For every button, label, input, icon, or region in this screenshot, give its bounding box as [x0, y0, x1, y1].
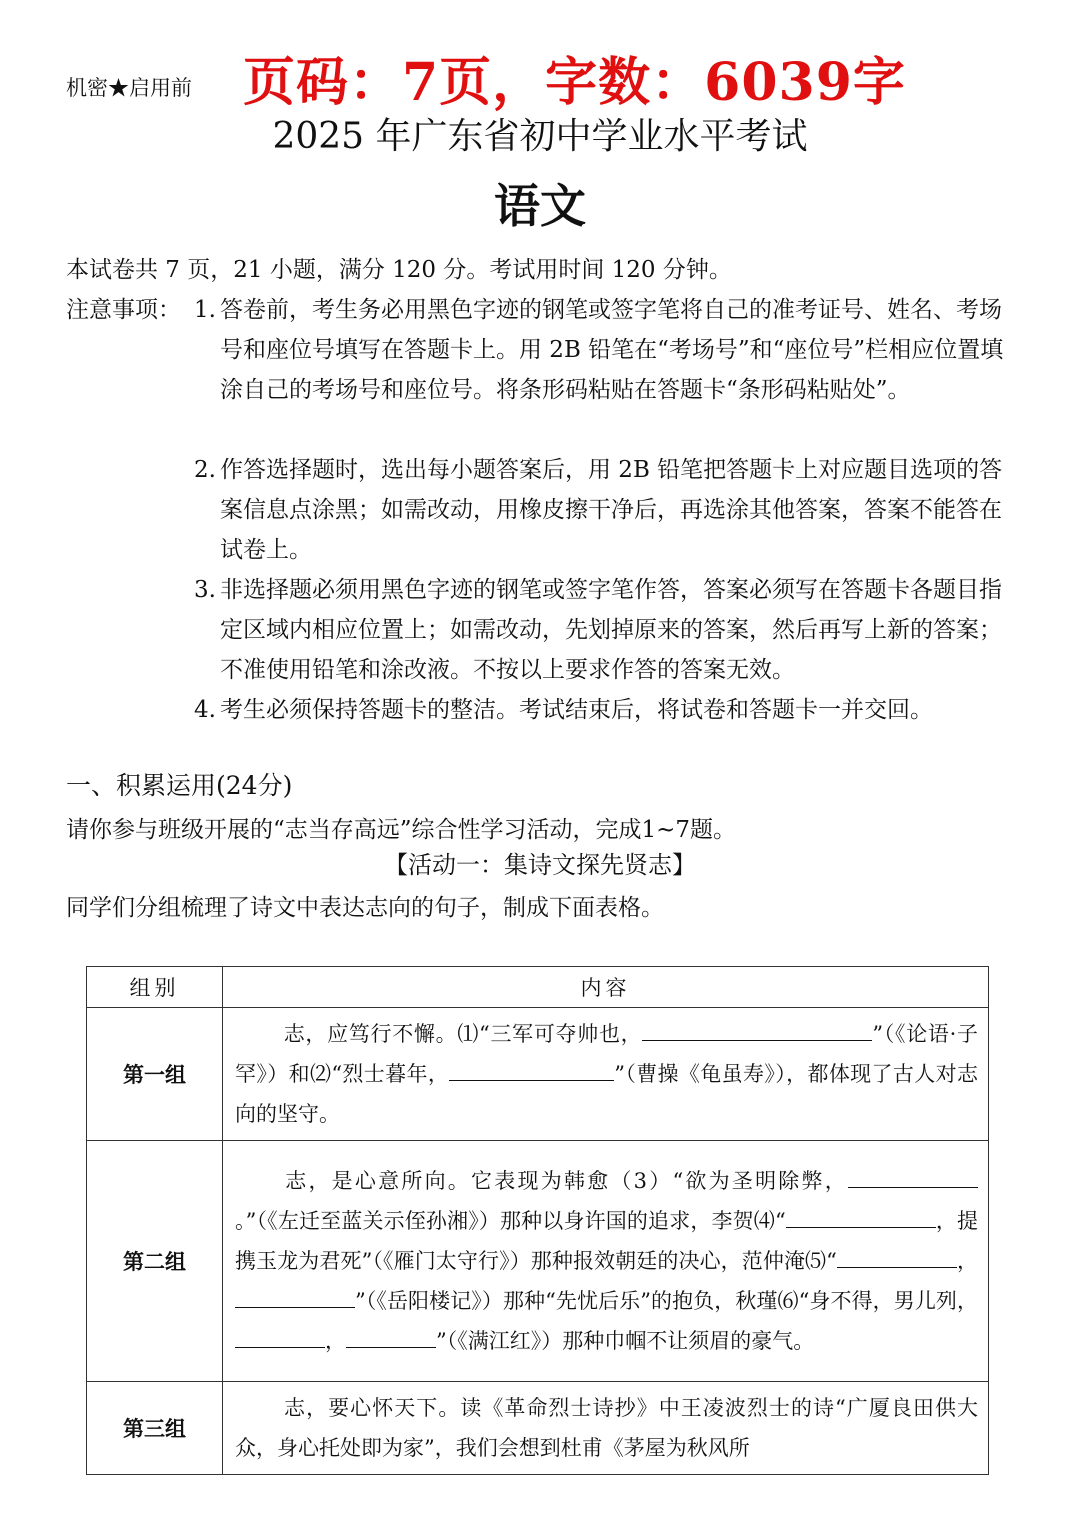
table-row [87, 1008, 989, 1141]
section-intro: 请你参与班级开展的“志当存高远”综合性学习活动，完成1~7题。 [66, 817, 737, 843]
answer-blank[interactable] [235, 1287, 355, 1308]
note-text: 答卷前，考生务必用黑色字迹的钢笔或签字笔将自己的准考证号、姓名、考场号和座位号填写在答题卡上。用 2B 铅笔在“考场号”和“座位号”栏相应位置填涂自己的考场号和座位号。将条形码粘贴在答题卡“条形码粘贴处”。 [220, 297, 1004, 403]
row-text: ”（《论语·子罕》）和⑵“烈士暮年， [235, 1022, 978, 1086]
table-header-row [87, 967, 989, 1008]
note-number: 1. [194, 297, 216, 323]
row-content [223, 1008, 989, 1141]
row-text: ”（《岳阳楼记》）那种“先忧后乐”的抱负，秋瑾⑹“身不得，男儿列， [355, 1289, 978, 1313]
exam-intro: 本试卷共 7 页，21 小题，满分 120 分。考试用时间 120 分钟。 [66, 257, 732, 283]
group-label: 第一组 [87, 1008, 223, 1141]
answer-blank[interactable] [786, 1207, 936, 1228]
header-group: 组别 [87, 967, 223, 1008]
note-number: 2. [194, 457, 216, 483]
note-number: 3. [194, 577, 216, 603]
group-label: 第三组 [87, 1382, 223, 1475]
row-text: 志，是心意所向。它表现为韩愈（3）“欲为圣明除弊， [283, 1169, 848, 1193]
row-content [223, 1382, 989, 1475]
row-text: 志，应笃行不懈。⑴“三军可夺帅也， [283, 1022, 643, 1046]
poetry-table [86, 966, 989, 1475]
confidential-label: 机密★启用前 [66, 76, 192, 100]
table-row [87, 1382, 989, 1475]
group-label: 第二组 [87, 1141, 223, 1382]
notes-label: 注意事项： [66, 297, 181, 323]
row-text: 志，要心怀天下。读《革命烈士诗抄》中王凌波烈士的诗“广厦良田供大众，身心托处即为家”，我们会想到杜甫《茅屋为秋风所 [235, 1396, 978, 1460]
header-content: 内容 [223, 967, 989, 1008]
row-text: ，提携玉龙为君死”（《雁门太守行》）那种报效朝廷的决心，范仲淹⑸“ [235, 1209, 978, 1273]
exam-title: 2025 年广东省初中学业水平考试 [272, 116, 808, 157]
note-text: 考生必须保持答题卡的整洁。考试结束后，将试卷和答题卡一并交回。 [220, 697, 933, 723]
subject-title: 语文 [494, 179, 586, 233]
row-text: ”（《满江红》）那种巾帼不让须眉的豪气。 [436, 1329, 815, 1353]
note-text: 非选择题必须用黑色字迹的钢笔或签字笔作答，答案必须写在答题卡各题目指定区域内相应位置上；如需改动，先划掉原来的答案，然后再写上新的答案；不准使用铅笔和涂改液。不按以上要求作答的答案无效。 [220, 577, 1002, 683]
note-item [194, 290, 1024, 410]
section-heading: 一、积累运用(24分) [66, 771, 293, 800]
answer-blank[interactable] [346, 1327, 436, 1348]
table-row [87, 1141, 989, 1382]
answer-blank[interactable] [449, 1060, 614, 1081]
answer-blank[interactable] [848, 1167, 978, 1188]
answer-blank[interactable] [235, 1327, 325, 1348]
note-text: 作答选择题时，选出每小题答案后，用 2B 铅笔把答题卡上对应题目选项的答案信息点涂黑；如需改动，用橡皮擦干净后，再选涂其他答案，答案不能答在试卷上。 [220, 457, 1003, 563]
activity-title: 【活动一：集诗文探先贤志】 [384, 851, 696, 879]
answer-blank[interactable] [642, 1020, 872, 1041]
row-text: ”（曹操《龟虽寿》），都体现了古人对志向的坚守。 [235, 1062, 978, 1126]
row-text: 。”（《左迁至蓝关示侄孙湘》）那种以身许国的追求，李贺⑷“ [235, 1209, 786, 1233]
table-intro: 同学们分组梳理了诗文中表达志向的句子，制成下面表格。 [66, 895, 664, 921]
row-text: ， [956, 1249, 978, 1273]
note-item [194, 450, 1024, 570]
note-number: 4. [194, 697, 216, 723]
answer-blank[interactable] [837, 1247, 957, 1268]
row-content [223, 1141, 989, 1382]
note-item [194, 690, 1024, 730]
note-item [194, 570, 1024, 690]
page-info-banner: 页码：7页，字数：6039字 [243, 52, 906, 113]
row-text: ， [325, 1329, 346, 1353]
